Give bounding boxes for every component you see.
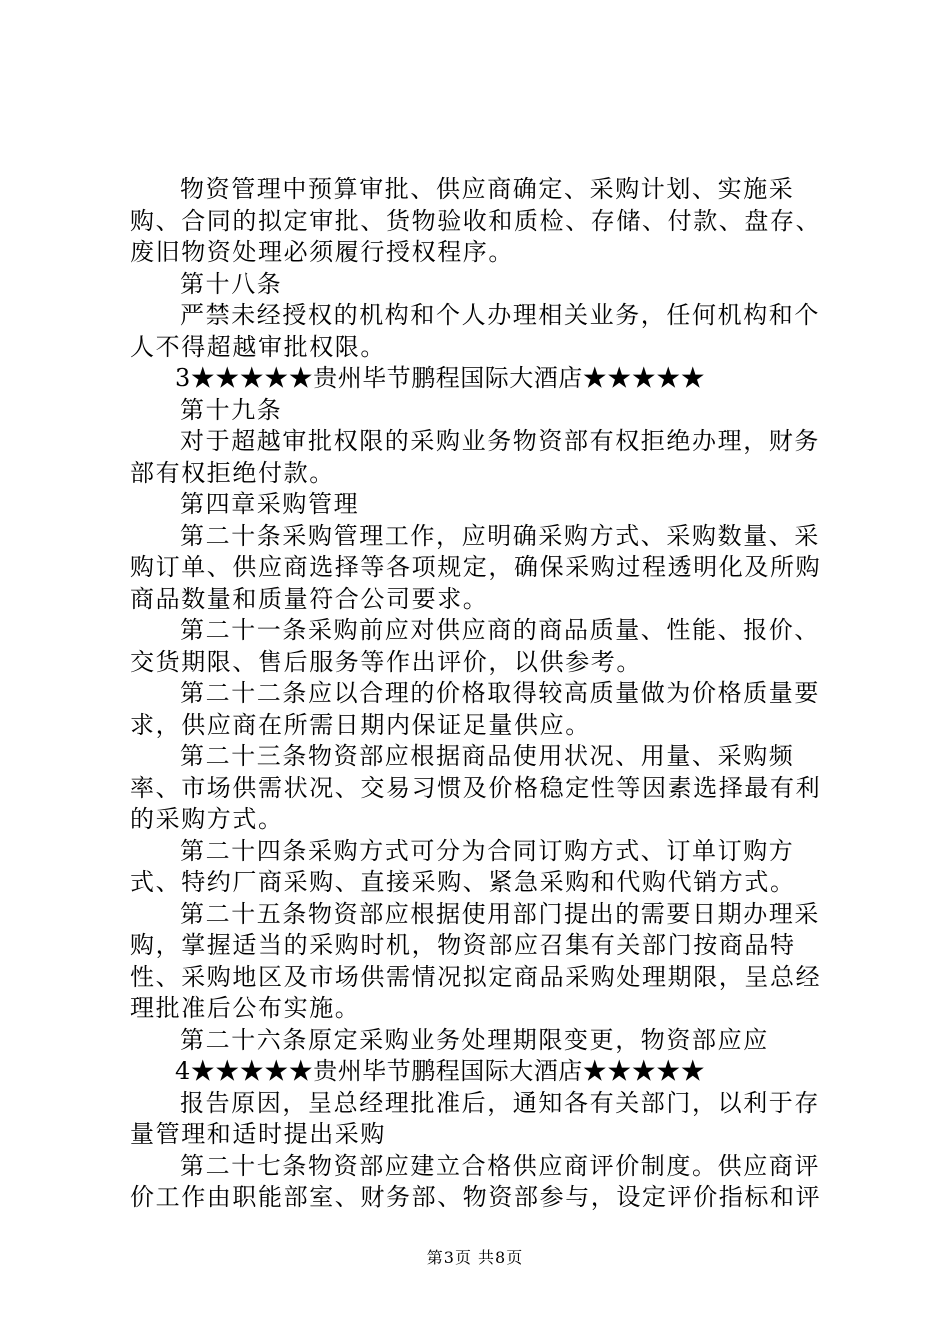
paragraph-article-23: 第二十三条物资部应根据商品使用状况、用量、采购频率、市场供需状况、交易习惯及价格稳定性等因素选择最有利的采购方式。 [130, 742, 822, 833]
paragraph-article-24: 第二十四条采购方式可分为合同订购方式、订单订购方式、特约厂商采购、直接采购、紧急采购和代购代销方式。 [130, 836, 796, 896]
article-18-heading: 第十八条 [180, 269, 283, 298]
paragraph-article-27: 第二十七条物资部应建立合格供应商评价制度。供应商评价工作由职能部室、财务部、物资部参与，设定评价指标和评 [130, 1151, 822, 1211]
hotel-banner-page-4: 4★★★★★贵州毕节鹏程国际大酒店★★★★★ [175, 1057, 706, 1085]
paragraph-article-19: 对于超越审批权限的采购业务物资部有权拒绝办理，财务部有权拒绝付款。 [130, 427, 820, 487]
paragraph-article-18: 严禁未经授权的机构和个人办理相关业务，任何机构和个人不得超越审批权限。 [130, 301, 820, 361]
paragraph-article-26: 第二十六条原定采购业务处理期限变更，物资部应应 [180, 1025, 769, 1054]
page-number-footer: 第3页 共8页 [426, 1248, 524, 1267]
paragraph-article-25: 第二十五条物资部应根据使用部门提出的需要日期办理采购，掌握适当的采购时机，物资部应召集有关部门按商品特性、采购地区及市场供需情况拟定商品采购处理期限，呈总经理批准后公布实施。 [130, 899, 822, 1022]
paragraph-article-26-continued: 报告原因，呈总经理批准后，通知各有关部门，以利于存量管理和适时提出采购 [130, 1088, 820, 1148]
document-body [130, 174, 830, 1214]
paragraph-authorization: 物资管理中预算审批、供应商确定、采购计划、实施采购、合同的拟定审批、货物验收和质检、存储、付款、盘存、废旧物资处理必须履行授权程序。 [130, 175, 822, 266]
paragraph-article-21: 第二十一条采购前应对供应商的商品质量、性能、报价、交货期限、售后服务等作出评价，以供参考。 [130, 616, 820, 676]
paragraph-article-22: 第二十二条应以合理的价格取得较高质量做为价格质量要求，供应商在所需日期内保证足量供应。 [130, 679, 820, 739]
article-19-heading: 第十九条 [180, 395, 283, 424]
hotel-banner-page-3: 3★★★★★贵州毕节鹏程国际大酒店★★★★★ [175, 364, 706, 392]
chapter-4-heading: 第四章采购管理 [180, 490, 360, 518]
paragraph-article-20: 第二十条采购管理工作，应明确采购方式、采购数量、采购订单、供应商选择等各项规定，确保采购过程透明化及所购商品数量和质量符合公司要求。 [130, 521, 822, 613]
